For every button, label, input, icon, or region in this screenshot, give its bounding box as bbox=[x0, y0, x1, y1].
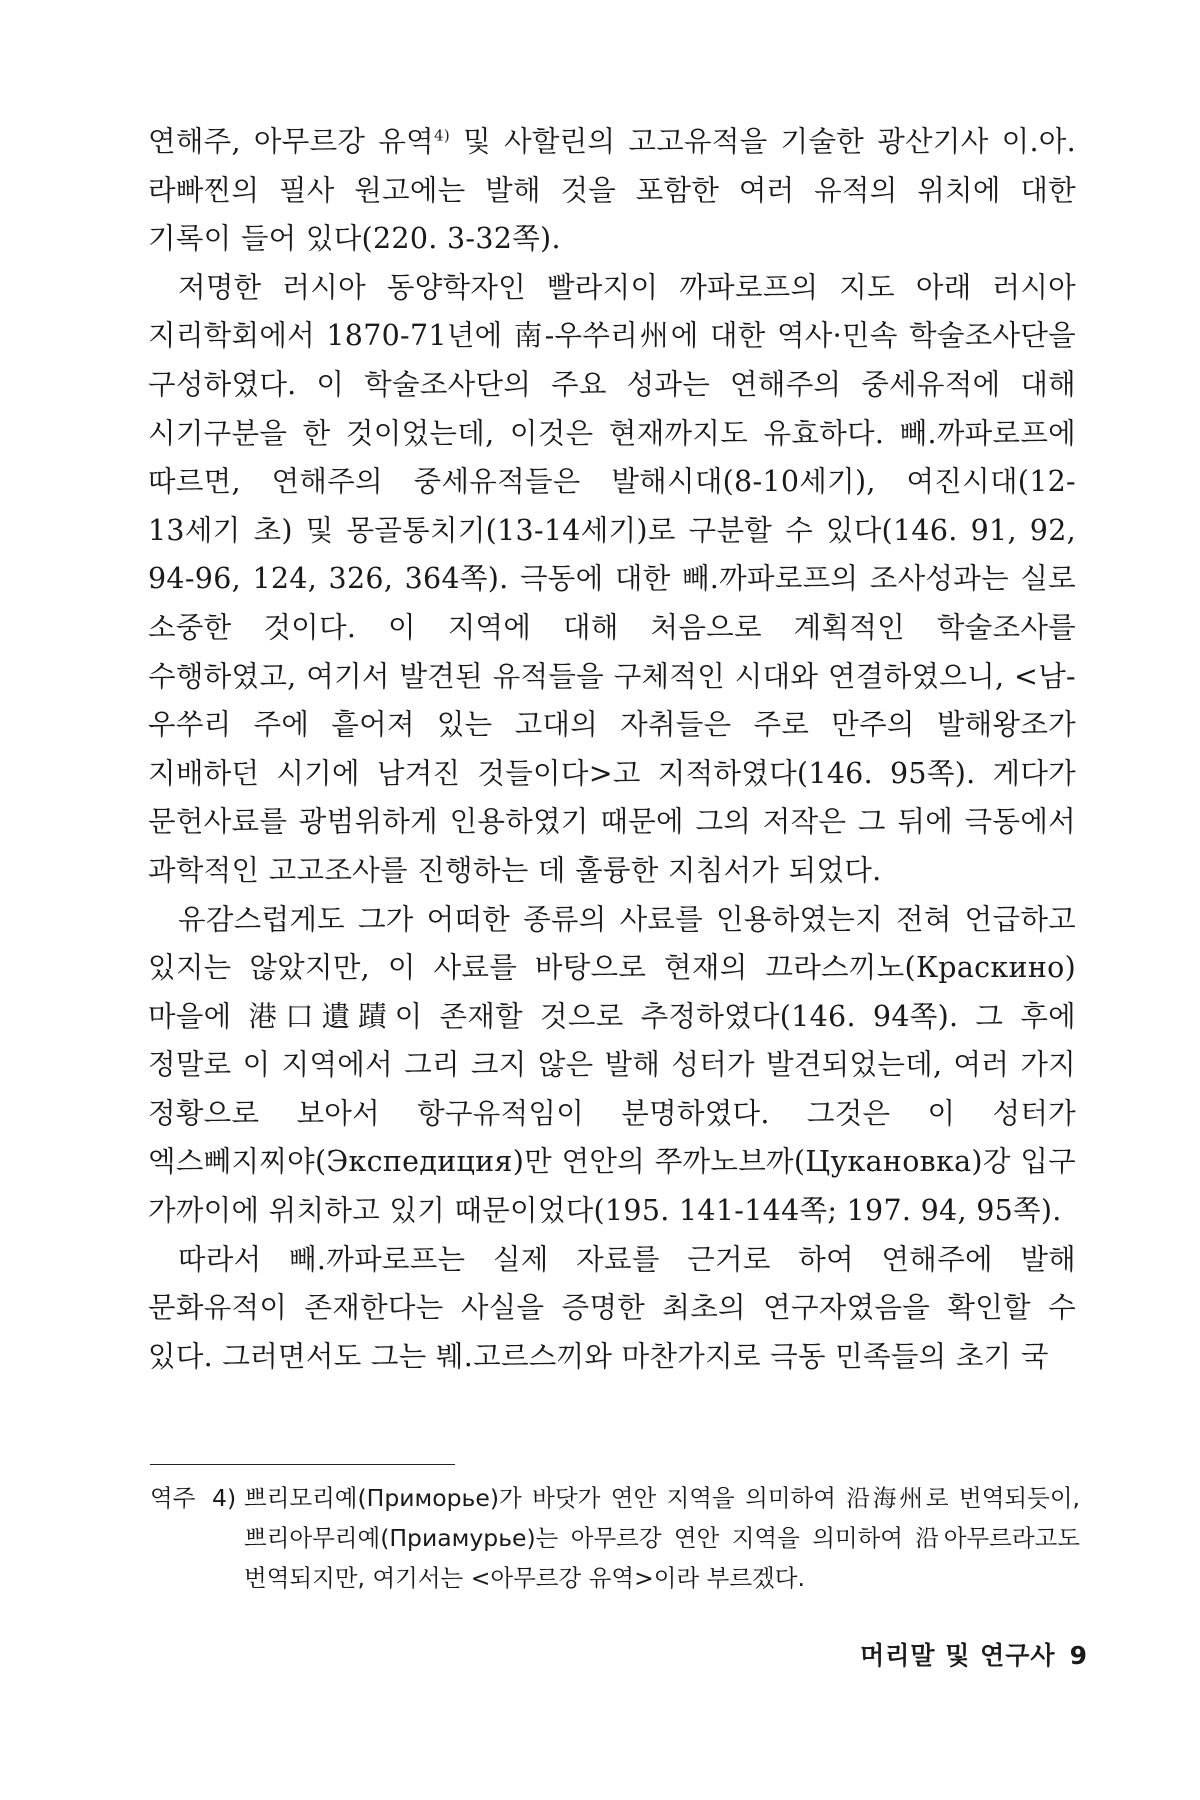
paragraph-4: 따라서 빼.까파로프는 실제 자료를 근거로 하여 연해주에 발해 문화유적이 존재한다는 사실을 증명한 최초의 연구자였음을 확인할 수 있다. 그러면서도 그는 붸.고르스끼와 마찬가지로 극동 민족들의 초기 국 bbox=[148, 1242, 1076, 1373]
footnote-text: 쁘리모리예(Приморье)가 바닷가 연안 지역을 의미하여 沿海州로 번역되듯이, 쁘리아무리예(Приамурье)는 아무르강 연안 지역을 의미하여 沿아무르라고도 번역되지만, 여기서는 <아무르강 유역>이라 부르겠다. bbox=[244, 1484, 1080, 1592]
paragraph-3: 유감스럽게도 그가 어떠한 종류의 사료를 인용하였는지 전혀 언급하고 있지는 않았지만, 이 사료를 바탕으로 현재의 끄라스끼노(Краскино) 마을에 港口遺蹟이 존재할 것으로 추정하였다(146. 94쪽). 그 후에 정말로 이 지역에서 그리 크지 않은 발해 성터가 발견되었는데, 여러 가지 정황으로 보아서 항구유적임이 분명하였다. 그것은 이 성터가 엑스뻬지찌야(Экспедиция)만 연안의 쭈까노브까(Цукановка)강 입구 가까이에 위치하고 있기 때문이었다(195. 141-144쪽; 197. 94, 95쪽). bbox=[148, 902, 1076, 1228]
main-text bbox=[148, 118, 1076, 1381]
footnote-body bbox=[212, 1478, 1080, 1598]
paragraph-2: 저명한 러시아 동양학자인 빨라지이 까파로프의 지도 아래 러시아 지리학회에서 1870-71년에 南-우쑤리州에 대한 역사·민속 학술조사단을 구성하였다. 이 학술조사단의 주요 성과는 연해주의 중세유적에 대해 시기구분을 한 것이었는데, 이것은 현재까지도 유효하다. 빼.까파로프에 따르면, 연해주의 중세유적들은 발해시대(8-10세기), 여진시대(12-13세기 초) 및 몽골통치기(13-14세기)로 구분할 수 있다(146. 91, 92, 94-96, 124, 326, 364쪽). 극동에 대한 빼.까파로프의 조사성과는 실로 소중한 것이다. 이 지역에 대해 처음으로 계획적인 학술조사를 수행하였고, 여기서 발견된 유적들을 구체적인 시대와 연결하였으니, <남-우쑤리 주에 흩어져 있는 고대의 자취들은 주로 만주의 발해왕조가 지배하던 시기에 남겨진 것들이다>고 지적하였다(146. 95쪽). 게다가 문헌사료를 광범위하게 인용하였기 때문에 그의 저작은 그 뒤에 극동에서 과학적인 고고조사를 진행하는 데 훌륭한 지침서가 되었다. bbox=[148, 270, 1076, 887]
paragraph-1-lead: 연해주, 아무르강 유역 bbox=[148, 125, 434, 158]
footnote-reference[interactable]: 4) bbox=[434, 126, 450, 145]
footnote-divider bbox=[150, 1464, 455, 1465]
section-title: 머리말 및 연구사 bbox=[860, 1641, 1056, 1670]
paragraph-1-rest: 및 사할린의 고고유적을 기술한 광산기사 이.아.라빠찐의 필사 원고에는 발해 것을 포함한 여러 유적의 위치에 대한 기록이 들어 있다(220. 3-32쪽). bbox=[148, 125, 1076, 256]
paragraph-1 bbox=[148, 118, 1076, 264]
page-number: 9 bbox=[1069, 1641, 1088, 1670]
running-footer bbox=[860, 1636, 1088, 1672]
translator-footnote bbox=[150, 1478, 1080, 1598]
footnote-label: 역주 bbox=[150, 1484, 196, 1512]
footnote-number: 4) bbox=[212, 1484, 237, 1512]
